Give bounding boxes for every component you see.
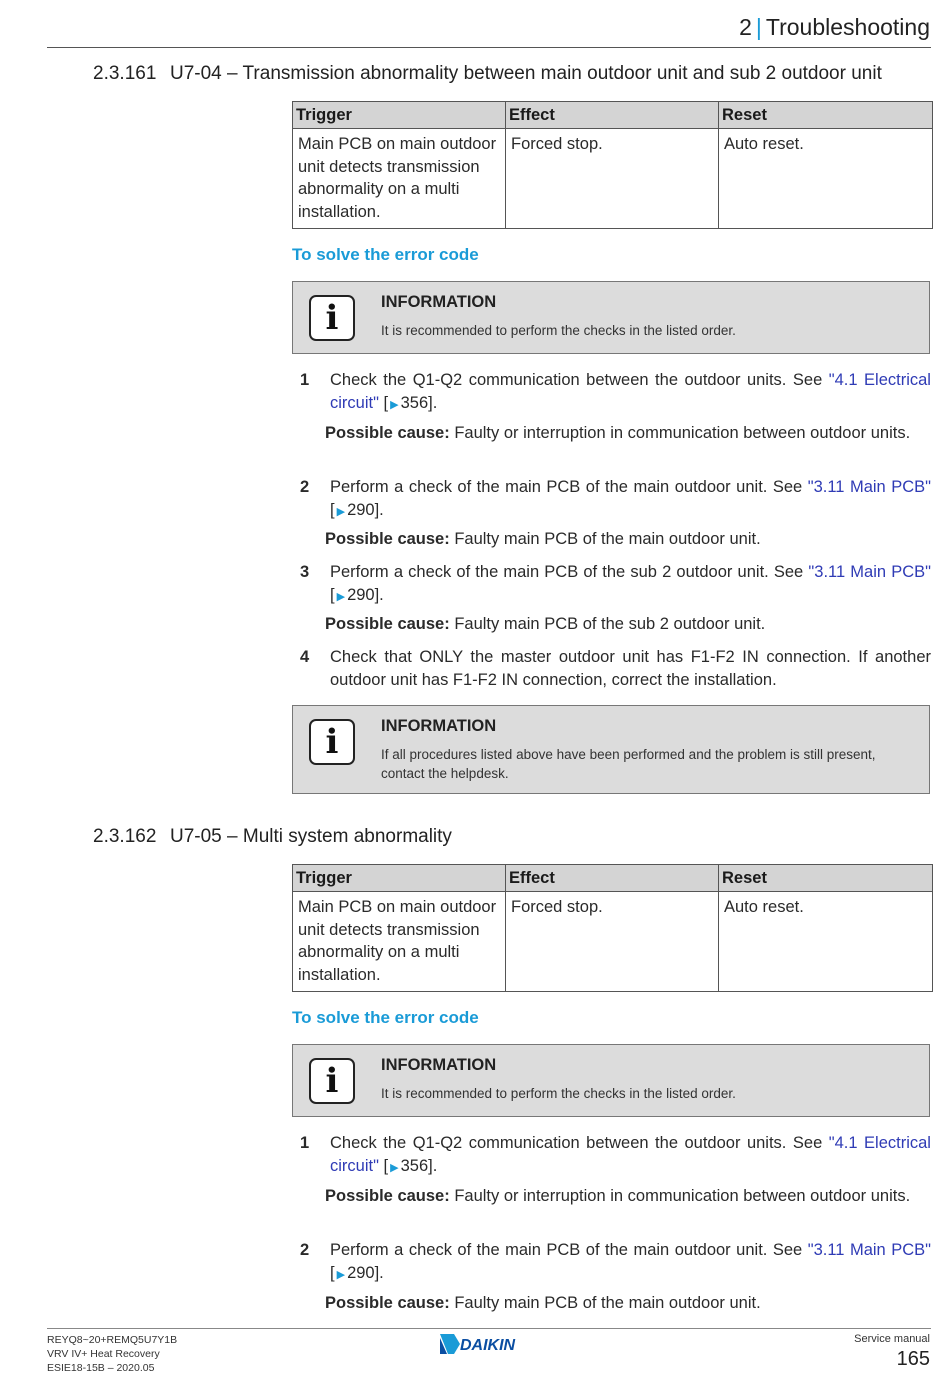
- section-title: [93, 826, 452, 848]
- page-ref-icon: ▶: [336, 590, 346, 603]
- trigger-effect-reset-table: [292, 864, 933, 992]
- step-number: 2: [300, 478, 310, 496]
- page-header: 2 | Troubleshooting: [739, 14, 930, 40]
- step-item: 1 Check the Q1-Q2 communication between the outdoor units. See "4.1 Electrical circuit" [ ▶ 356].: [300, 371, 931, 412]
- trigger-cell: Main PCB on main outdoor unit detects transmission abnormality on a multi installation.: [293, 892, 506, 992]
- step-number: 1: [300, 1134, 310, 1152]
- footer-doc: ESIE18-15B – 2020.05: [47, 1362, 155, 1374]
- info-icon: i: [309, 1058, 355, 1104]
- page-ref-icon: ▶: [390, 1161, 399, 1174]
- info-icon: i: [309, 295, 355, 341]
- possible-cause: Possible cause: Faulty main PCB of the main outdoor unit.: [325, 530, 761, 548]
- info-text: It is recommended to perform the checks in the listed order.: [381, 1086, 736, 1101]
- section-number: 2.3.162: [93, 826, 157, 847]
- page-ref-icon: ▶: [336, 505, 346, 518]
- xref-link[interactable]: "4.1 Electrical circuit": [330, 371, 931, 412]
- step-item: 1 Check the Q1-Q2 communication between the outdoor units. See "4.1 Electrical circuit" [ ▶ 356].: [300, 1134, 931, 1175]
- page-ref: 356: [400, 393, 429, 412]
- section-heading: U7-05 – Multi system abnormality: [170, 826, 452, 847]
- step-item: 3 Perform a check of the main PCB of the sub 2 outdoor unit. See "3.11 Main PCB" [ ▶ 290].: [300, 563, 931, 604]
- xref-link[interactable]: "3.11 Main PCB": [807, 478, 931, 496]
- effect-cell: Forced stop.: [506, 129, 719, 229]
- info-icon: i: [309, 719, 355, 765]
- column-header-reset: Reset: [719, 102, 933, 129]
- info-text: It is recommended to perform the checks in the listed order.: [381, 323, 736, 338]
- daikin-logo-text: DAIKIN: [460, 1337, 516, 1354]
- footer-divider: [47, 1328, 931, 1329]
- xref-link[interactable]: "3.11 Main PCB": [807, 1241, 931, 1259]
- effect-cell: Forced stop.: [506, 892, 719, 992]
- column-header-trigger: Trigger: [293, 865, 506, 892]
- chapter-number: 2: [739, 14, 752, 40]
- step-number: 1: [300, 371, 310, 389]
- column-header-effect: Effect: [506, 102, 719, 129]
- page-ref: 290: [347, 500, 375, 519]
- chapter-title: Troubleshooting: [765, 14, 930, 40]
- footer-manual-type: Service manual: [854, 1333, 930, 1345]
- info-box: [292, 1044, 930, 1117]
- possible-cause: Possible cause: Faulty or interruption in communication between outdoor units.: [325, 1187, 911, 1205]
- column-header-reset: Reset: [719, 865, 933, 892]
- step-item: 2 Perform a check of the main PCB of the main outdoor unit. See "3.11 Main PCB" [ ▶ 290].: [300, 478, 931, 519]
- reset-cell: Auto reset.: [719, 129, 933, 229]
- info-title: INFORMATION: [381, 293, 497, 311]
- page-ref-icon: ▶: [390, 398, 399, 411]
- section-heading: U7-04 – Transmission abnormality between main outdoor unit and sub 2 outdoor unit: [170, 63, 882, 84]
- column-header-effect: Effect: [506, 865, 719, 892]
- solve-heading: To solve the error code: [292, 1008, 479, 1027]
- possible-cause: Possible cause: Faulty main PCB of the sub 2 outdoor unit.: [325, 615, 766, 633]
- info-title: INFORMATION: [381, 1056, 497, 1074]
- trigger-cell: Main PCB on main outdoor unit detects transmission abnormality on a multi installation.: [293, 129, 506, 229]
- header-divider: [47, 47, 931, 48]
- step-item: 4 Check that ONLY the master outdoor unit has F1-F2 IN connection. If another outdoor unit has F1-F2 IN connection, correct the installation.: [300, 648, 931, 689]
- page-ref: 290: [347, 1263, 375, 1282]
- step-number: 2: [300, 1241, 310, 1259]
- section-number: 2.3.161: [93, 63, 157, 84]
- page-ref: 356: [400, 1156, 429, 1175]
- possible-cause: Possible cause: Faulty main PCB of the main outdoor unit.: [325, 1294, 761, 1312]
- page-number: 165: [896, 1348, 930, 1370]
- footer-info: [47, 1333, 177, 1375]
- possible-cause: Possible cause: Faulty or interruption in communication between outdoor units.: [325, 424, 911, 442]
- step-item: 2 Perform a check of the main PCB of the main outdoor unit. See "3.11 Main PCB" [ ▶ 290].: [300, 1241, 931, 1282]
- trigger-effect-reset-table: [292, 101, 933, 229]
- step-number: 4: [300, 648, 310, 666]
- page-ref: 290: [347, 585, 375, 604]
- info-box: [292, 705, 930, 794]
- xref-link[interactable]: "3.11 Main PCB": [808, 563, 931, 581]
- info-text: If all procedures listed above have been performed and the problem is still present, contact the helpdesk.: [381, 747, 876, 781]
- step-number: 3: [300, 563, 310, 581]
- column-header-trigger: Trigger: [293, 102, 506, 129]
- info-box: [292, 281, 930, 354]
- footer-model: REYQ8~20+REMQ5U7Y1B: [47, 1334, 178, 1346]
- info-title: INFORMATION: [381, 717, 497, 735]
- solve-heading: To solve the error code: [292, 245, 479, 264]
- daikin-logo: [440, 1334, 540, 1354]
- reset-cell: Auto reset.: [719, 892, 933, 992]
- footer-product: VRV IV+ Heat Recovery: [47, 1348, 160, 1360]
- page-ref-icon: ▶: [336, 1268, 346, 1281]
- section-title: [93, 63, 882, 85]
- xref-link[interactable]: "4.1 Electrical circuit": [330, 1134, 931, 1175]
